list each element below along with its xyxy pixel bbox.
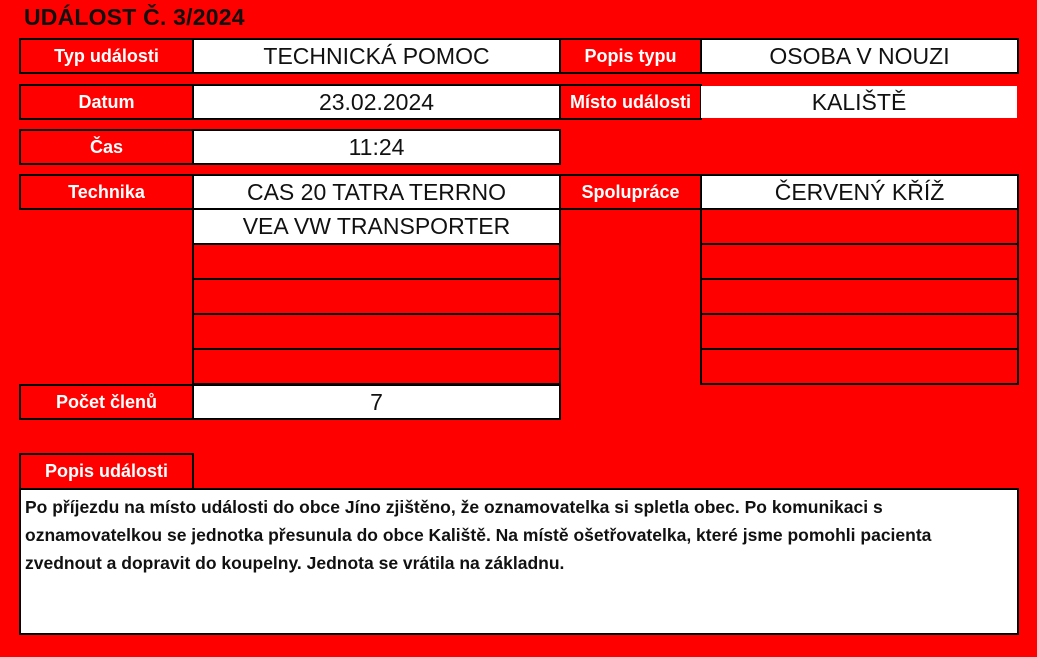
misto-udalosti-value[interactable]: KALIŠTĚ (701, 86, 1017, 118)
cas-value[interactable]: 11:24 (192, 129, 561, 165)
popis-typu-label: Popis typu (559, 38, 702, 74)
technika-item-3[interactable] (192, 243, 561, 280)
datum-value[interactable] (192, 84, 561, 120)
typ-udalosti-label: Typ události (19, 38, 194, 74)
popis-udalosti-text[interactable]: Po příjezdu na místo události do obce Jíno zjištěno, že oznamovatelka si spletla obec. Po komunikaci s oznamovatelkou se jednotka přesunula do obce Kaliště. Na místě ošetřovatelka, které jsme pomohli pacienta zvednout a dopravit do koupelny. Jednota se vrátila na základnu. (19, 488, 1019, 635)
datum-label: Datum (19, 84, 194, 120)
misto-udalosti-label: Místo události (559, 84, 702, 120)
spoluprace-item-6[interactable] (700, 348, 1019, 385)
datum-text: 23.02.2024 (318, 88, 435, 115)
pocet-clenu-value[interactable]: 7 (192, 384, 561, 420)
spoluprace-item-3[interactable] (700, 243, 1019, 280)
spoluprace-item-5[interactable] (700, 313, 1019, 350)
technika-item-2[interactable]: VEA VW TRANSPORTER (192, 208, 561, 245)
technika-item-4[interactable] (192, 278, 561, 315)
technika-item-5[interactable] (192, 313, 561, 350)
spoluprace-item-1[interactable]: ČERVENÝ KŘÍŽ (700, 174, 1019, 210)
technika-item-6[interactable] (192, 348, 561, 385)
spoluprace-item-4[interactable] (700, 278, 1019, 315)
page-title: UDÁLOST Č. 3/2024 (24, 4, 245, 30)
typ-udalosti-value[interactable]: TECHNICKÁ POMOC (192, 38, 561, 74)
spoluprace-item-2[interactable] (700, 208, 1019, 245)
spoluprace-label: Spolupráce (559, 174, 702, 210)
technika-label: Technika (19, 174, 194, 210)
technika-item-1[interactable]: CAS 20 TATRA TERRNO (192, 174, 561, 210)
cas-label: Čas (19, 129, 194, 165)
pocet-clenu-label: Počet členů (19, 384, 194, 420)
popis-udalosti-label: Popis události (19, 453, 194, 490)
popis-typu-value[interactable]: OSOBA V NOUZI (700, 38, 1019, 74)
